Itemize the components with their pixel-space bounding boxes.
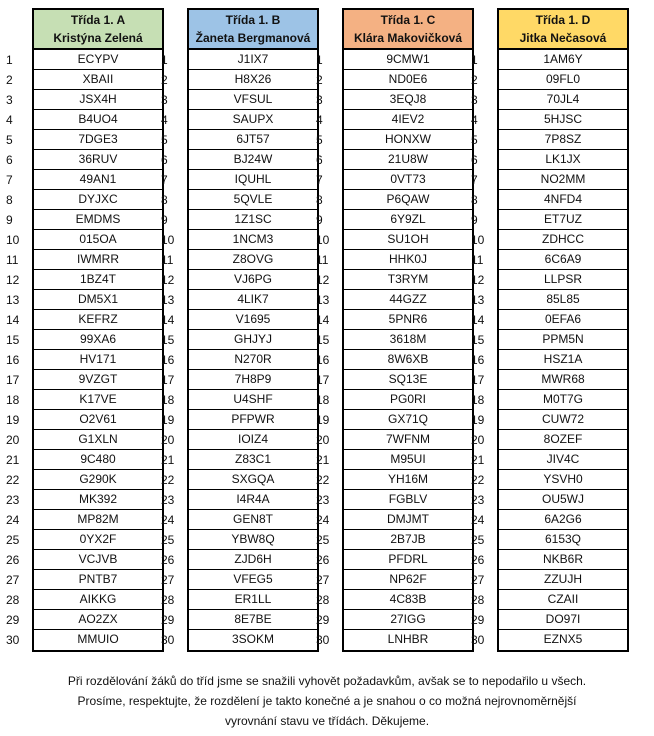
student-code-cell: 6JT57 bbox=[189, 130, 317, 150]
student-code-cell: SQ13E bbox=[344, 370, 472, 390]
student-code-cell: U4SHF bbox=[189, 390, 317, 410]
row-number: 30 bbox=[316, 633, 330, 647]
student-code-cell: JIV4C bbox=[499, 450, 627, 470]
row-number: 29 bbox=[161, 613, 175, 627]
student-code-cell: 3618M bbox=[344, 330, 472, 350]
class-table bbox=[187, 8, 319, 652]
student-code-cell: DMJMT bbox=[344, 510, 472, 530]
row-number: 15 bbox=[316, 333, 330, 347]
class-header bbox=[499, 10, 627, 50]
student-code-cell: IQUHL bbox=[189, 170, 317, 190]
student-code-cell: DYJXC bbox=[34, 190, 162, 210]
student-code-cell: VJ6PG bbox=[189, 270, 317, 290]
student-code-cell: JSX4H bbox=[34, 90, 162, 110]
student-code-cell: NKB6R bbox=[499, 550, 627, 570]
row-number: 8 bbox=[471, 193, 478, 207]
student-code-cell: CUW72 bbox=[499, 410, 627, 430]
student-code-cell: PG0RI bbox=[344, 390, 472, 410]
row-number: 20 bbox=[471, 433, 485, 447]
student-code-cell: 7P8SZ bbox=[499, 130, 627, 150]
row-number: 24 bbox=[316, 513, 330, 527]
row-number: 21 bbox=[471, 453, 485, 467]
student-code-cell: NO2MM bbox=[499, 170, 627, 190]
student-code-cell: H8X26 bbox=[189, 70, 317, 90]
student-code-cell: 4IEV2 bbox=[344, 110, 472, 130]
row-number: 23 bbox=[471, 493, 485, 507]
student-code-cell: SAUPX bbox=[189, 110, 317, 130]
student-code-cell: 0EFA6 bbox=[499, 310, 627, 330]
row-number: 21 bbox=[161, 453, 175, 467]
row-number: 7 bbox=[161, 173, 168, 187]
student-code-cell: 2B7JB bbox=[344, 530, 472, 550]
row-number-column bbox=[316, 50, 342, 650]
row-number: 16 bbox=[471, 353, 485, 367]
row-number: 16 bbox=[6, 353, 20, 367]
student-code-cell: OU5WJ bbox=[499, 490, 627, 510]
student-code-cell: 70JL4 bbox=[499, 90, 627, 110]
student-code-cell: V1695 bbox=[189, 310, 317, 330]
student-code-cell: 8W6XB bbox=[344, 350, 472, 370]
row-number: 12 bbox=[316, 273, 330, 287]
student-code-cell: 49AN1 bbox=[34, 170, 162, 190]
row-number: 9 bbox=[6, 213, 13, 227]
row-number: 19 bbox=[471, 413, 485, 427]
row-number: 20 bbox=[6, 433, 20, 447]
student-code-cell: EMDMS bbox=[34, 210, 162, 230]
row-number: 15 bbox=[6, 333, 20, 347]
student-code-cell: 7WFNM bbox=[344, 430, 472, 450]
row-number: 23 bbox=[316, 493, 330, 507]
student-code-cell: HV171 bbox=[34, 350, 162, 370]
student-code-cell: 9CMW1 bbox=[344, 50, 472, 70]
student-code-cell: YH16M bbox=[344, 470, 472, 490]
student-code-cell: 7H8P9 bbox=[189, 370, 317, 390]
row-number: 1 bbox=[316, 53, 323, 67]
row-number: 17 bbox=[471, 373, 485, 387]
student-code-cell: 0YX2F bbox=[34, 530, 162, 550]
student-code-cell: 9C480 bbox=[34, 450, 162, 470]
class-title: Třída 1. C bbox=[380, 13, 436, 27]
row-number: 19 bbox=[316, 413, 330, 427]
student-code-cell: HSZ1A bbox=[499, 350, 627, 370]
row-number: 3 bbox=[471, 93, 478, 107]
row-number: 7 bbox=[316, 173, 323, 187]
student-code-cell: G290K bbox=[34, 470, 162, 490]
student-code-cell: IOIZ4 bbox=[189, 430, 317, 450]
row-number: 18 bbox=[316, 393, 330, 407]
row-number: 22 bbox=[161, 473, 175, 487]
student-code-cell: YBW8Q bbox=[189, 530, 317, 550]
student-code-cell: PFDRL bbox=[344, 550, 472, 570]
row-number: 14 bbox=[471, 313, 485, 327]
student-code-cell: Z8OVG bbox=[189, 250, 317, 270]
student-code-cell: ER1LL bbox=[189, 590, 317, 610]
student-code-cell: 4LIK7 bbox=[189, 290, 317, 310]
row-number: 3 bbox=[161, 93, 168, 107]
student-code-cell: 09FL0 bbox=[499, 70, 627, 90]
student-code-cell: XBAII bbox=[34, 70, 162, 90]
student-code-cell: MP82M bbox=[34, 510, 162, 530]
student-code-cell: 015OA bbox=[34, 230, 162, 250]
row-number: 5 bbox=[6, 133, 13, 147]
row-number: 13 bbox=[316, 293, 330, 307]
student-code-cell: ND0E6 bbox=[344, 70, 472, 90]
student-code-cell: AO2ZX bbox=[34, 610, 162, 630]
row-number: 1 bbox=[161, 53, 168, 67]
row-number: 14 bbox=[161, 313, 175, 327]
row-number: 12 bbox=[6, 273, 20, 287]
row-number: 11 bbox=[316, 253, 329, 267]
student-code-cell: ZDHCC bbox=[499, 230, 627, 250]
row-number: 27 bbox=[316, 573, 330, 587]
student-code-cell: P6QAW bbox=[344, 190, 472, 210]
class-header bbox=[344, 10, 472, 50]
student-code-cell: HONXW bbox=[344, 130, 472, 150]
student-code-cell: BJ24W bbox=[189, 150, 317, 170]
row-number: 15 bbox=[161, 333, 175, 347]
row-number: 24 bbox=[6, 513, 20, 527]
row-number: 5 bbox=[471, 133, 478, 147]
row-number: 13 bbox=[471, 293, 485, 307]
row-number: 8 bbox=[316, 193, 323, 207]
row-number: 4 bbox=[471, 113, 478, 127]
row-number: 29 bbox=[6, 613, 20, 627]
student-code-cell: M0T7G bbox=[499, 390, 627, 410]
row-number: 11 bbox=[6, 253, 19, 267]
class-table bbox=[342, 8, 474, 652]
class-header bbox=[34, 10, 162, 50]
student-code-cell: VFSUL bbox=[189, 90, 317, 110]
row-number: 2 bbox=[471, 73, 478, 87]
row-number: 17 bbox=[6, 373, 20, 387]
row-number: 27 bbox=[161, 573, 175, 587]
row-number: 6 bbox=[471, 153, 478, 167]
row-number: 14 bbox=[6, 313, 20, 327]
student-code-cell: J1IX7 bbox=[189, 50, 317, 70]
row-number: 5 bbox=[316, 133, 323, 147]
student-code-cell: I4R4A bbox=[189, 490, 317, 510]
row-number: 12 bbox=[471, 273, 485, 287]
row-number: 6 bbox=[6, 153, 13, 167]
row-number: 3 bbox=[316, 93, 323, 107]
footer-note bbox=[0, 671, 654, 731]
student-code-cell: 4NFD4 bbox=[499, 190, 627, 210]
student-code-cell: ZZUJH bbox=[499, 570, 627, 590]
student-code-cell: GX71Q bbox=[344, 410, 472, 430]
student-code-cell: 21U8W bbox=[344, 150, 472, 170]
row-number: 6 bbox=[316, 153, 323, 167]
student-code-cell: PPM5N bbox=[499, 330, 627, 350]
student-code-cell: MK392 bbox=[34, 490, 162, 510]
student-code-cell: 1NCM3 bbox=[189, 230, 317, 250]
row-number: 28 bbox=[6, 593, 20, 607]
row-number: 27 bbox=[6, 573, 20, 587]
row-number-column bbox=[471, 50, 497, 650]
row-number: 22 bbox=[6, 473, 20, 487]
student-code-cell: FGBLV bbox=[344, 490, 472, 510]
student-code-cell: SU1OH bbox=[344, 230, 472, 250]
row-number: 5 bbox=[161, 133, 168, 147]
class-title: Třída 1. D bbox=[535, 13, 591, 27]
row-number: 4 bbox=[316, 113, 323, 127]
row-number: 19 bbox=[6, 413, 20, 427]
student-code-cell: CZAII bbox=[499, 590, 627, 610]
row-number: 7 bbox=[471, 173, 478, 187]
student-code-cell: 8OZEF bbox=[499, 430, 627, 450]
class-teacher: Klára Makovičková bbox=[353, 31, 463, 45]
row-number: 1 bbox=[471, 53, 478, 67]
student-code-cell: GEN8T bbox=[189, 510, 317, 530]
row-number: 28 bbox=[471, 593, 485, 607]
student-code-cell: M95UI bbox=[344, 450, 472, 470]
class-header bbox=[189, 10, 317, 50]
student-code-cell: NP62F bbox=[344, 570, 472, 590]
row-number: 29 bbox=[316, 613, 330, 627]
row-number: 4 bbox=[6, 113, 13, 127]
row-number: 10 bbox=[316, 233, 330, 247]
student-code-cell: AIKKG bbox=[34, 590, 162, 610]
row-number: 2 bbox=[6, 73, 13, 87]
student-code-cell: T3RYM bbox=[344, 270, 472, 290]
row-number: 25 bbox=[161, 533, 175, 547]
row-number: 21 bbox=[316, 453, 330, 467]
row-number: 26 bbox=[316, 553, 330, 567]
student-code-cell: DM5X1 bbox=[34, 290, 162, 310]
row-number: 23 bbox=[161, 493, 175, 507]
student-code-cell: 1Z1SC bbox=[189, 210, 317, 230]
student-code-cell: EZNX5 bbox=[543, 632, 583, 646]
row-number: 27 bbox=[471, 573, 485, 587]
student-code-cell: 27IGG bbox=[344, 610, 472, 630]
row-number: 2 bbox=[316, 73, 323, 87]
row-number: 6 bbox=[161, 153, 168, 167]
student-code-cell: VFEG5 bbox=[189, 570, 317, 590]
student-code-cell: Z83C1 bbox=[189, 450, 317, 470]
row-number: 20 bbox=[161, 433, 175, 447]
row-number: 22 bbox=[471, 473, 485, 487]
row-number: 26 bbox=[161, 553, 175, 567]
row-number: 14 bbox=[316, 313, 330, 327]
student-code-cell: PFPWR bbox=[189, 410, 317, 430]
student-code-cell: 36RUV bbox=[34, 150, 162, 170]
student-code-cell: 1AM6Y bbox=[499, 50, 627, 70]
student-code-cell: N270R bbox=[189, 350, 317, 370]
student-code-cell: B4UO4 bbox=[34, 110, 162, 130]
row-number: 8 bbox=[6, 193, 13, 207]
student-code-cell: 6A2G6 bbox=[499, 510, 627, 530]
row-number: 29 bbox=[471, 613, 485, 627]
row-number: 13 bbox=[6, 293, 20, 307]
student-code-cell: 7DGE3 bbox=[34, 130, 162, 150]
student-code-cell: LK1JX bbox=[499, 150, 627, 170]
student-code-cell: VCJVB bbox=[34, 550, 162, 570]
class-table bbox=[497, 8, 629, 652]
student-code-cell: 85L85 bbox=[499, 290, 627, 310]
row-number: 21 bbox=[6, 453, 20, 467]
student-code-cell: ET7UZ bbox=[499, 210, 627, 230]
row-number: 3 bbox=[6, 93, 13, 107]
student-code-cell: ECYPV bbox=[34, 50, 162, 70]
row-number: 11 bbox=[471, 253, 484, 267]
row-number-column bbox=[161, 50, 187, 650]
student-code-cell: 9VZGT bbox=[34, 370, 162, 390]
row-number: 25 bbox=[471, 533, 485, 547]
row-number: 20 bbox=[316, 433, 330, 447]
class-title: Třída 1. B bbox=[225, 13, 281, 27]
student-code-cell: K17VE bbox=[34, 390, 162, 410]
row-number: 4 bbox=[161, 113, 168, 127]
row-number: 15 bbox=[471, 333, 485, 347]
student-code-cell: 6Y9ZL bbox=[344, 210, 472, 230]
row-number: 19 bbox=[161, 413, 175, 427]
row-number-column bbox=[6, 50, 32, 650]
row-number: 7 bbox=[6, 173, 13, 187]
student-code-cell: G1XLN bbox=[34, 430, 162, 450]
student-code-cell: 0VT73 bbox=[344, 170, 472, 190]
row-number: 25 bbox=[6, 533, 20, 547]
student-code-cell: DO97I bbox=[499, 610, 627, 630]
student-code-cell: MMUIO bbox=[77, 632, 119, 646]
row-number: 28 bbox=[161, 593, 175, 607]
student-code-cell: KEFRZ bbox=[34, 310, 162, 330]
class-title: Třída 1. A bbox=[70, 13, 126, 27]
row-number: 30 bbox=[471, 633, 485, 647]
student-code-cell: PNTB7 bbox=[34, 570, 162, 590]
student-code-cell: 5QVLE bbox=[189, 190, 317, 210]
row-number: 24 bbox=[161, 513, 175, 527]
row-number: 24 bbox=[471, 513, 485, 527]
row-number: 1 bbox=[6, 53, 13, 67]
student-code-cell: MWR68 bbox=[499, 370, 627, 390]
row-number: 12 bbox=[161, 273, 175, 287]
row-number: 8 bbox=[161, 193, 168, 207]
row-number: 18 bbox=[471, 393, 485, 407]
student-code-cell: 6153Q bbox=[499, 530, 627, 550]
class-table bbox=[32, 8, 164, 652]
student-code-cell: 3EQJ8 bbox=[344, 90, 472, 110]
note-line-2: Prosíme, respektujte, že rozdělení je takto konečné a je snahou o co možná nejrovnoměrnější bbox=[77, 694, 577, 708]
row-number: 17 bbox=[316, 373, 330, 387]
note-line-1: Při rozdělování žáků do tříd jsme se snažili vyhovět požadavkům, avšak se to nepodařilo u všech. bbox=[67, 674, 587, 688]
row-number: 2 bbox=[161, 73, 168, 87]
row-number: 30 bbox=[161, 633, 175, 647]
row-number: 23 bbox=[6, 493, 20, 507]
student-code-cell: LLPSR bbox=[499, 270, 627, 290]
student-code-cell: LNHBR bbox=[387, 632, 429, 646]
student-code-cell: SXGQA bbox=[189, 470, 317, 490]
row-number: 18 bbox=[161, 393, 175, 407]
row-number: 10 bbox=[471, 233, 485, 247]
note-line-3: vyrovnání stavu ve třídách. Děkujeme. bbox=[224, 714, 430, 728]
row-number: 22 bbox=[316, 473, 330, 487]
student-code-cell: 8E7BE bbox=[189, 610, 317, 630]
row-number: 18 bbox=[6, 393, 20, 407]
row-number: 25 bbox=[316, 533, 330, 547]
student-code-cell: O2V61 bbox=[34, 410, 162, 430]
row-number: 28 bbox=[316, 593, 330, 607]
student-code-cell: 1BZ4T bbox=[34, 270, 162, 290]
class-teacher: Kristýna Zelená bbox=[53, 31, 143, 45]
student-code-cell: 4C83B bbox=[344, 590, 472, 610]
row-number: 10 bbox=[161, 233, 175, 247]
row-number: 9 bbox=[471, 213, 478, 227]
row-number: 10 bbox=[6, 233, 20, 247]
row-number: 11 bbox=[161, 253, 174, 267]
class-teacher: Žaneta Bergmanová bbox=[195, 31, 311, 45]
row-number: 9 bbox=[316, 213, 323, 227]
row-number: 17 bbox=[161, 373, 175, 387]
student-code-cell: 5HJSC bbox=[499, 110, 627, 130]
row-number: 16 bbox=[316, 353, 330, 367]
student-code-cell: 5PNR6 bbox=[344, 310, 472, 330]
student-code-cell: 3SOKM bbox=[231, 632, 274, 646]
class-teacher: Jitka Nečasová bbox=[519, 31, 607, 45]
row-number: 30 bbox=[6, 633, 20, 647]
row-number: 26 bbox=[471, 553, 485, 567]
row-number: 13 bbox=[161, 293, 175, 307]
row-number: 16 bbox=[161, 353, 175, 367]
row-number: 9 bbox=[161, 213, 168, 227]
student-code-cell: 99XA6 bbox=[34, 330, 162, 350]
student-code-cell: IWMRR bbox=[34, 250, 162, 270]
row-number: 26 bbox=[6, 553, 20, 567]
student-code-cell: 44GZZ bbox=[344, 290, 472, 310]
student-code-cell: ZJD6H bbox=[189, 550, 317, 570]
student-code-cell: HHK0J bbox=[344, 250, 472, 270]
student-code-cell: GHJYJ bbox=[189, 330, 317, 350]
student-code-cell: YSVH0 bbox=[499, 470, 627, 490]
student-code-cell: 6C6A9 bbox=[499, 250, 627, 270]
